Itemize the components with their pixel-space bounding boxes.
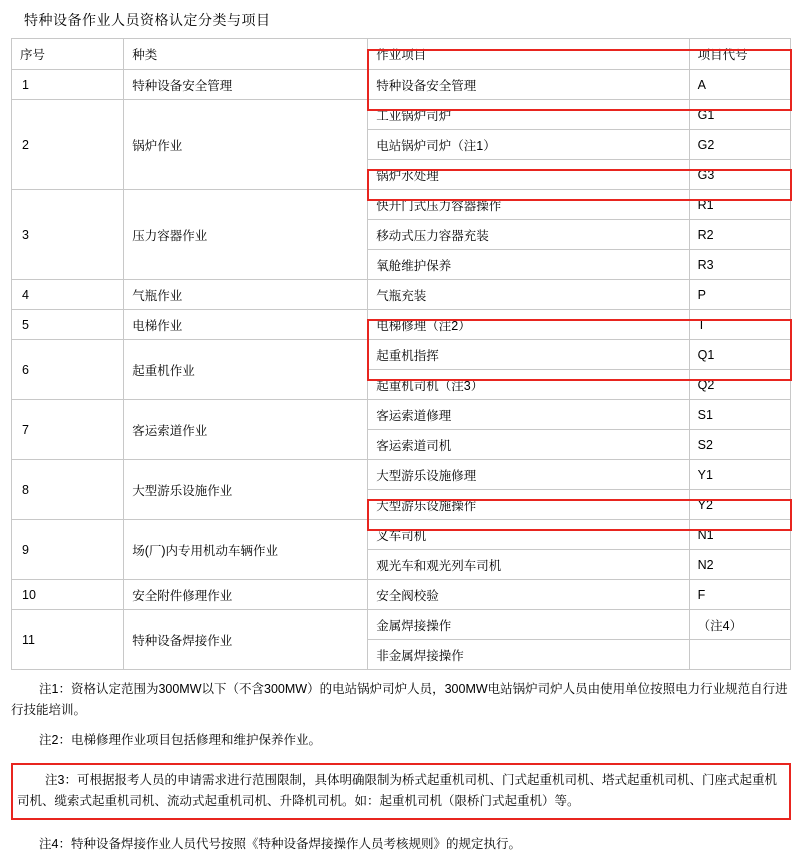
cell-category: 特种设备焊接作业 xyxy=(124,610,368,670)
cell-sequence-number: 11 xyxy=(12,610,124,670)
cell-work-item: 金属焊接操作 xyxy=(368,610,689,640)
cell-work-item: 移动式压力容器充装 xyxy=(368,220,689,250)
cell-item-code: R3 xyxy=(689,250,790,280)
cell-item-code: N1 xyxy=(689,520,790,550)
cell-category: 气瓶作业 xyxy=(124,280,368,310)
cell-work-item: 快开门式压力容器操作 xyxy=(368,190,689,220)
cell-item-code: F xyxy=(689,580,790,610)
note-3: 注3：可根据报考人员的申请需求进行范围限制，具体明确限制为桥式起重机司机、门式起重机司机、塔式起重机司机、门座式起重机司机、缆索式起重机司机、流动式起重机司机、升降机司机。如：起重机司机（限桥门式起重机）等。 xyxy=(11,763,791,820)
table-row xyxy=(12,310,791,340)
cell-work-item: 电梯修理（注2） xyxy=(368,310,689,340)
table-row xyxy=(12,610,791,640)
cell-item-code: G2 xyxy=(689,130,790,160)
cell-category: 安全附件修理作业 xyxy=(124,580,368,610)
cell-category: 特种设备安全管理 xyxy=(124,70,368,100)
cell-work-item: 大型游乐设施修理 xyxy=(368,460,689,490)
cell-category: 电梯作业 xyxy=(124,310,368,340)
cell-category: 大型游乐设施作业 xyxy=(124,460,368,520)
qualification-table xyxy=(11,38,791,670)
cell-sequence-number: 1 xyxy=(12,70,124,100)
cell-sequence-number: 3 xyxy=(12,190,124,280)
table-row xyxy=(12,100,791,130)
cell-sequence-number: 2 xyxy=(12,100,124,190)
cell-sequence-number: 6 xyxy=(12,340,124,400)
cell-item-code: G1 xyxy=(689,100,790,130)
note-4: 注4：特种设备焊接作业人员代号按照《特种设备焊接操作人员考核规则》的规定执行。 xyxy=(39,837,521,851)
cell-sequence-number: 4 xyxy=(12,280,124,310)
cell-work-item: 非金属焊接操作 xyxy=(368,640,689,670)
table-row xyxy=(12,520,791,550)
cell-item-code: N2 xyxy=(689,550,790,580)
cell-category: 客运索道作业 xyxy=(124,400,368,460)
cell-item-code: R2 xyxy=(689,220,790,250)
cell-item-code: T xyxy=(689,310,790,340)
cell-category: 锅炉作业 xyxy=(124,100,368,190)
column-header: 序号 xyxy=(12,39,124,70)
table-row xyxy=(12,460,791,490)
table-row xyxy=(12,340,791,370)
cell-work-item: 工业锅炉司炉 xyxy=(368,100,689,130)
cell-sequence-number: 10 xyxy=(12,580,124,610)
cell-work-item: 大型游乐设施操作 xyxy=(368,490,689,520)
table-row xyxy=(12,280,791,310)
cell-item-code: Y1 xyxy=(689,460,790,490)
cell-category: 起重机作业 xyxy=(124,340,368,400)
cell-item-code: S1 xyxy=(689,400,790,430)
cell-item-code: Q1 xyxy=(689,340,790,370)
cell-work-item: 氧舱维护保养 xyxy=(368,250,689,280)
column-header: 作业项目 xyxy=(368,39,689,70)
cell-work-item: 安全阀校验 xyxy=(368,580,689,610)
note-1: 注1：资格认定范围为300MW以下（不含300MW）的电站锅炉司炉人员，300MW电站锅炉司炉人员由使用单位按照电力行业规范自行进行技能培训。 xyxy=(11,682,788,717)
cell-work-item: 电站锅炉司炉（注1） xyxy=(368,130,689,160)
cell-work-item: 客运索道司机 xyxy=(368,430,689,460)
cell-category: 压力容器作业 xyxy=(124,190,368,280)
cell-item-code: S2 xyxy=(689,430,790,460)
page-title: 特种设备作业人员资格认定分类与项目 xyxy=(24,12,271,28)
cell-work-item: 起重机指挥 xyxy=(368,340,689,370)
notes-section xyxy=(11,679,791,855)
cell-work-item: 客运索道修理 xyxy=(368,400,689,430)
cell-work-item: 气瓶充装 xyxy=(368,280,689,310)
cell-sequence-number: 5 xyxy=(12,310,124,340)
table-row xyxy=(12,400,791,430)
cell-item-code: A xyxy=(689,70,790,100)
note-2: 注2：电梯修理作业项目包括修理和维护保养作业。 xyxy=(39,733,321,747)
cell-work-item: 观光车和观光列车司机 xyxy=(368,550,689,580)
cell-sequence-number: 9 xyxy=(12,520,124,580)
cell-work-item: 起重机司机（注3） xyxy=(368,370,689,400)
table-row xyxy=(12,580,791,610)
cell-sequence-number: 8 xyxy=(12,460,124,520)
table-row xyxy=(12,70,791,100)
cell-item-code: Q2 xyxy=(689,370,790,400)
table-row xyxy=(12,190,791,220)
cell-item-code: （注4） xyxy=(689,610,790,640)
cell-sequence-number: 7 xyxy=(12,400,124,460)
cell-work-item: 锅炉水处理 xyxy=(368,160,689,190)
cell-item-code xyxy=(689,640,790,670)
column-header: 项目代号 xyxy=(689,39,790,70)
table-header-row xyxy=(12,39,791,70)
cell-work-item: 特种设备安全管理 xyxy=(368,70,689,100)
cell-item-code: G3 xyxy=(689,160,790,190)
cell-item-code: Y2 xyxy=(689,490,790,520)
cell-category: 场(厂)内专用机动车辆作业 xyxy=(124,520,368,580)
column-header: 种类 xyxy=(124,39,368,70)
cell-work-item: 叉车司机 xyxy=(368,520,689,550)
cell-item-code: P xyxy=(689,280,790,310)
cell-item-code: R1 xyxy=(689,190,790,220)
